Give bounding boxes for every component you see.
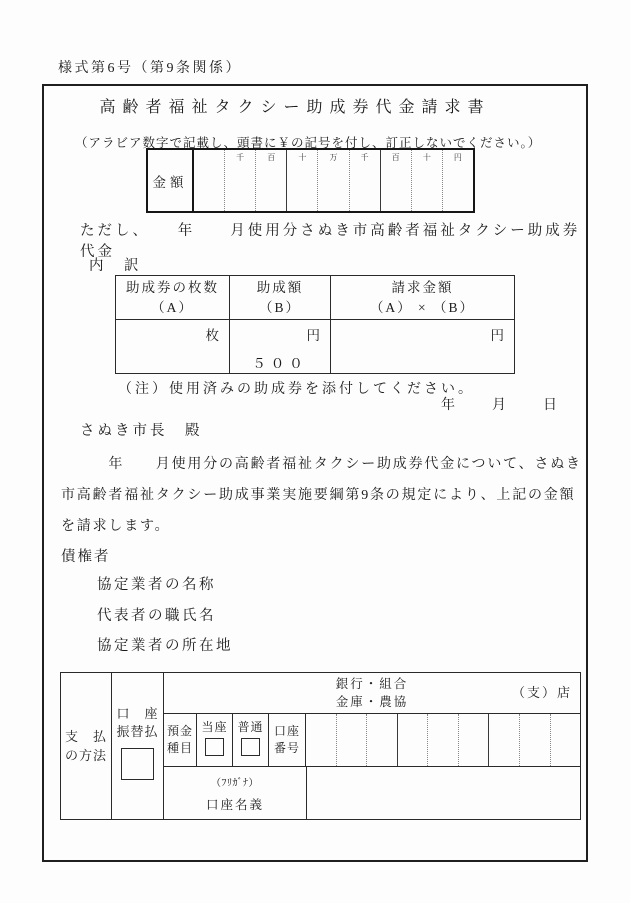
deposit-label-line: 種目 <box>166 741 193 755</box>
transfer-checkbox[interactable] <box>121 748 154 780</box>
account-holder-label-cell <box>164 767 307 819</box>
ordinary-checkbox[interactable] <box>241 738 260 756</box>
addressee-line: さぬき市長 殿 <box>80 423 203 439</box>
checking-checkbox[interactable] <box>205 738 224 756</box>
header-subsidy-amount <box>230 276 331 319</box>
payment-method-line: の方法 <box>64 748 107 763</box>
subsidy-unit-label: 円 <box>306 328 321 343</box>
transfer-label-line: 口 座 <box>116 706 159 721</box>
date-line: 年 月 日 <box>441 398 560 413</box>
header-line: （A） <box>151 299 194 315</box>
amount-digit-cell[interactable] <box>411 150 442 211</box>
digit-header <box>194 150 224 152</box>
payment-method-header-cell <box>61 673 112 819</box>
subsidy-amount-cell[interactable] <box>230 320 331 373</box>
request-body-paragraph <box>61 449 587 542</box>
digit-header: 十 <box>298 153 307 162</box>
billed-amount-cell[interactable] <box>331 320 514 373</box>
digit-header: 万 <box>329 153 338 162</box>
digit-header: 百 <box>267 153 276 162</box>
creditor-address-label: 協定業者の所在地 <box>97 638 233 654</box>
amount-label: 金額 <box>148 150 194 211</box>
amount-digit-grid <box>194 150 473 211</box>
form-number-label: 様式第6号（第9条関係） <box>58 61 242 76</box>
billed-unit-label: 円 <box>490 328 505 343</box>
digit-header: 円 <box>453 153 462 162</box>
checking-label: 当座 <box>201 720 228 734</box>
body-line: 市高齢者福祉タクシー助成事業実施要綱第9条の規定により、上記の金額 <box>61 488 576 503</box>
digit-header: 十 <box>422 153 431 162</box>
digit-header: 百 <box>391 153 400 162</box>
account-digit-cell[interactable] <box>488 714 519 766</box>
account-digit-cell[interactable] <box>519 714 550 766</box>
fill-instruction-text: （アラビア数字で記載し、頭書に￥の記号を付し、訂正しないでください。） <box>75 136 542 150</box>
deposit-label-line: 預金 <box>166 724 193 738</box>
ordinary-label: 普通 <box>237 720 264 734</box>
deposit-type-label-cell <box>164 714 197 766</box>
account-number-label-line: 番号 <box>273 741 300 755</box>
account-digit-cell[interactable] <box>397 714 428 766</box>
account-digit-cell[interactable] <box>366 714 397 766</box>
furigana-label: （ﾌﾘｶﾞﾅ） <box>211 777 259 789</box>
amount-digit-cell[interactable] <box>194 150 224 211</box>
amount-digit-cell[interactable] <box>255 150 286 211</box>
amount-digit-cell[interactable] <box>224 150 255 211</box>
account-digit-cell[interactable] <box>306 714 336 766</box>
form-border-box <box>42 84 588 862</box>
creditor-label: 債権者 <box>61 549 111 565</box>
account-digit-cell[interactable] <box>336 714 367 766</box>
header-line: （A） × （B） <box>369 299 476 315</box>
creditor-company-name-label: 協定業者の名称 <box>97 577 216 593</box>
bank-details-section <box>164 673 580 819</box>
account-holder-label: 口座名義 <box>205 797 264 812</box>
bank-name-field[interactable] <box>164 673 580 714</box>
form-title: 高齢者福祉タクシー助成券代金請求書 <box>99 99 491 116</box>
header-line: 助成券の枚数 <box>126 279 219 295</box>
breakdown-table <box>115 275 515 374</box>
bank-type-line: 金庫・農協 <box>335 695 409 709</box>
account-type-number-row <box>164 714 580 767</box>
attachment-note: （注）使用済みの助成券を添付してください。 <box>118 382 475 397</box>
transfer-label-line: 振替払 <box>116 724 159 739</box>
body-line: 年 月使用分の高齢者福祉タクシー助成券代金について、さぬき <box>61 457 582 472</box>
creditor-representative-label: 代表者の職氏名 <box>97 607 216 624</box>
amount-digit-cell[interactable] <box>286 150 317 211</box>
account-digit-cell[interactable] <box>427 714 458 766</box>
amount-digit-cell[interactable] <box>442 150 473 211</box>
proviso-line: ただし、 年 月使用分さぬき市高齢者福祉タクシー助成券代金 <box>80 223 581 260</box>
checking-account-cell <box>197 714 233 766</box>
account-number-grid <box>306 714 580 766</box>
breakdown-data-row <box>116 320 514 373</box>
header-billed-amount <box>331 276 514 319</box>
header-line: 助成額 <box>256 279 304 295</box>
amount-digit-cell[interactable] <box>317 150 348 211</box>
ordinary-account-cell <box>233 714 269 766</box>
creditor-fields <box>97 573 233 665</box>
account-holder-row <box>164 767 580 819</box>
breakdown-header-row <box>116 276 514 320</box>
header-ticket-count <box>116 276 230 319</box>
payment-method-line: 支 払 <box>64 729 107 744</box>
amount-digit-cell[interactable] <box>349 150 380 211</box>
account-number-label-line: 口座 <box>273 724 300 738</box>
digit-header: 千 <box>360 153 369 162</box>
subsidy-value: ５００ <box>252 356 308 371</box>
bank-type-line: 銀行・組合 <box>335 677 409 691</box>
account-number-label-cell <box>269 714 306 766</box>
count-unit-label: 枚 <box>205 328 220 343</box>
ticket-count-cell[interactable] <box>116 320 230 373</box>
amount-digit-cell[interactable] <box>380 150 411 211</box>
branch-label: （支）店 <box>511 685 572 700</box>
account-transfer-cell <box>112 673 164 819</box>
account-digit-cell[interactable] <box>458 714 489 766</box>
digit-header: 千 <box>236 153 245 162</box>
amount-entry-box <box>146 148 475 213</box>
account-holder-input-field[interactable] <box>307 767 580 819</box>
breakdown-label: 内 訳 <box>89 258 142 274</box>
payment-method-table <box>60 672 581 820</box>
header-line: （B） <box>258 299 301 315</box>
body-line: を請求します。 <box>61 519 171 534</box>
header-line: 請求金額 <box>391 279 454 295</box>
account-digit-cell[interactable] <box>550 714 581 766</box>
